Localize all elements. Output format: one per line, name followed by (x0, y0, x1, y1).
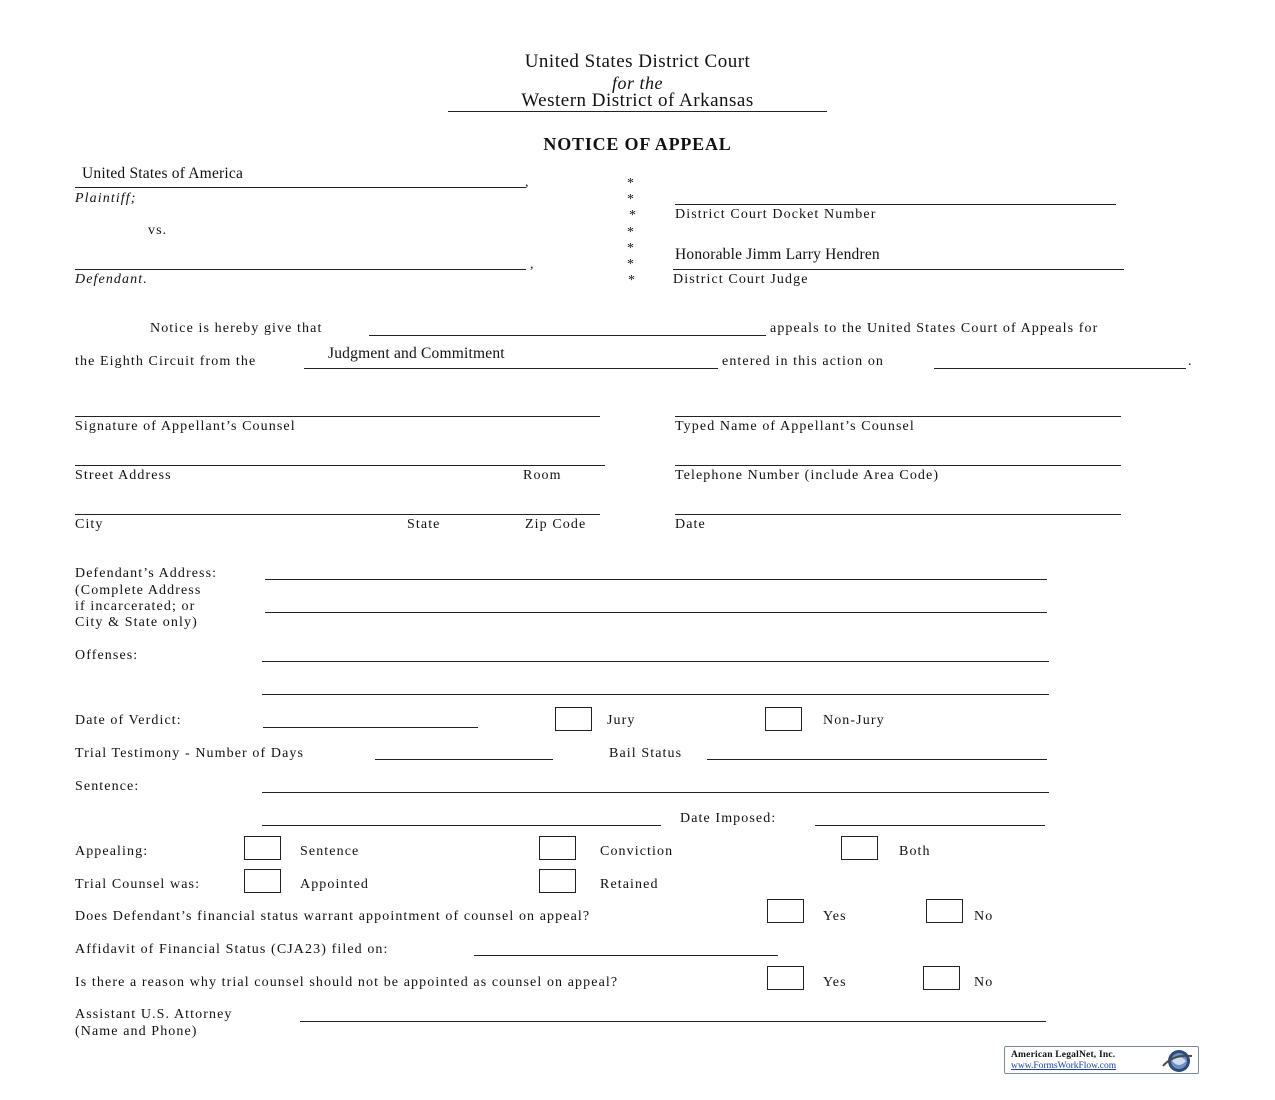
financial-no-checkbox[interactable] (926, 899, 963, 923)
docket-number-field[interactable] (675, 204, 1116, 205)
entered-date-field[interactable] (934, 368, 1186, 369)
defendant-address-hint-1: (Complete Address (75, 583, 202, 598)
financial-no-label: No (974, 909, 994, 924)
plaintiff-comma: , (525, 175, 530, 190)
defendant-address-field-1[interactable] (265, 579, 1047, 580)
trial-days-label: Trial Testimony - Number of Days (75, 746, 305, 761)
notice-line2-prefix: the Eighth Circuit from the (75, 354, 257, 369)
company-name: American LegalNet, Inc. (1011, 1050, 1116, 1060)
ausa-field[interactable] (300, 1021, 1046, 1022)
sentence-checkbox[interactable] (244, 836, 281, 860)
telephone-field[interactable] (675, 465, 1121, 466)
defendant-comma: , (530, 257, 535, 272)
company-url-link[interactable]: www.FormsWorkFlow.com (1011, 1061, 1117, 1071)
counsel-no-label: No (974, 975, 994, 990)
financial-yes-label: Yes (823, 909, 847, 924)
conviction-option-label: Conviction (600, 844, 674, 859)
signature-label: Signature of Appellant’s Counsel (75, 419, 296, 434)
financial-yes-checkbox[interactable] (767, 899, 804, 923)
trial-counsel-label: Trial Counsel was: (75, 877, 201, 892)
bail-status-field[interactable] (707, 759, 1047, 760)
telephone-label: Telephone Number (include Area Code) (675, 468, 940, 483)
verdict-date-label: Date of Verdict: (75, 713, 182, 728)
notice-line2-middle: entered in this action on (722, 354, 885, 369)
plaintiff-field[interactable] (75, 187, 526, 188)
appellant-name-field[interactable] (369, 335, 766, 336)
retained-checkbox[interactable] (539, 869, 576, 893)
affidavit-label: Affidavit of Financial Status (CJA23) filed on: (75, 942, 389, 957)
sentence-label: Sentence: (75, 779, 140, 794)
non-jury-checkbox[interactable] (765, 707, 802, 731)
state-label: State (407, 517, 441, 532)
separator-star-4: * (627, 225, 634, 240)
affidavit-date-field[interactable] (474, 955, 778, 956)
plaintiff-value: United States of America (82, 165, 244, 182)
trial-days-field[interactable] (375, 759, 553, 760)
zip-code-label: Zip Code (525, 517, 587, 532)
date-field[interactable] (675, 514, 1121, 515)
separator-star-5: * (627, 241, 634, 256)
conviction-checkbox[interactable] (539, 836, 576, 860)
offenses-label: Offenses: (75, 648, 139, 663)
city-label: City (75, 517, 104, 532)
date-label: Date (675, 517, 706, 532)
typed-name-field[interactable] (675, 416, 1121, 417)
notice-line1-suffix: appeals to the United States Court of Appeals for (770, 321, 1099, 336)
judge-value: Honorable Jimm Larry Hendren (675, 246, 880, 263)
counsel-yes-label: Yes (823, 975, 847, 990)
notice-line1-prefix: Notice is hereby give that (150, 321, 323, 336)
appointed-option-label: Appointed (300, 877, 370, 892)
both-option-label: Both (899, 844, 931, 859)
district-name: Western District of Arkansas (521, 90, 754, 111)
city-state-zip-field[interactable] (75, 514, 600, 515)
appealing-label: Appealing: (75, 844, 149, 859)
separator-star-2: * (627, 192, 634, 207)
offenses-field-1[interactable] (262, 661, 1049, 662)
bail-status-label: Bail Status (609, 746, 683, 761)
verdict-date-field[interactable] (263, 727, 478, 728)
notice-period: . (1188, 354, 1193, 369)
street-address-label: Street Address (75, 468, 172, 483)
defendant-address-hint-3: City & State only) (75, 615, 198, 630)
jury-checkbox[interactable] (555, 707, 592, 731)
docket-number-label: District Court Docket Number (675, 207, 877, 222)
jury-label: Jury (607, 713, 636, 728)
counsel-yes-checkbox[interactable] (767, 966, 804, 990)
non-jury-label: Non-Jury (823, 713, 885, 728)
signature-field[interactable] (75, 416, 600, 417)
both-checkbox[interactable] (841, 836, 878, 860)
defendant-address-field-2[interactable] (265, 612, 1047, 613)
separator-star-7: * (628, 273, 635, 288)
ausa-label: Assistant U.S. Attorney (75, 1007, 233, 1022)
judge-label: District Court Judge (673, 272, 809, 287)
separator-star-1: * (627, 176, 634, 191)
separator-star-3: * (629, 208, 636, 223)
date-imposed-field[interactable] (815, 825, 1045, 826)
footer-logo (1004, 1046, 1199, 1074)
counsel-no-checkbox[interactable] (923, 966, 960, 990)
judgment-field[interactable] (304, 368, 718, 369)
vs-text: vs. (148, 223, 168, 238)
for-the-text: for the (612, 73, 663, 93)
retained-option-label: Retained (600, 877, 659, 892)
sentence-field-1[interactable] (262, 792, 1049, 793)
street-address-field[interactable] (75, 465, 605, 466)
judgment-value: Judgment and Commitment (328, 345, 505, 362)
plaintiff-label: Plaintiff; (75, 191, 137, 206)
defendant-address-label: Defendant’s Address: (75, 566, 218, 581)
separator-star-6: * (627, 257, 634, 272)
defendant-address-hint-2: if incarcerated; or (75, 599, 196, 614)
appointed-checkbox[interactable] (244, 869, 281, 893)
court-name: United States District Court (524, 51, 751, 72)
header-underline (448, 111, 827, 112)
judge-field[interactable] (673, 269, 1124, 270)
defendant-field[interactable] (75, 269, 526, 270)
globe-icon (1159, 1048, 1195, 1074)
defendant-label: Defendant. (75, 272, 148, 287)
date-imposed-label: Date Imposed: (680, 811, 777, 826)
ausa-hint: (Name and Phone) (75, 1024, 198, 1039)
sentence-option-label: Sentence (300, 844, 360, 859)
typed-name-label: Typed Name of Appellant’s Counsel (675, 419, 915, 434)
page-title: NOTICE OF APPEAL (543, 134, 732, 154)
financial-status-question: Does Defendant’s financial status warrant appointment of counsel on appeal? (75, 909, 591, 924)
trial-counsel-question: Is there a reason why trial counsel should not be appointed as counsel on appeal? (75, 975, 619, 990)
sentence-field-2[interactable] (262, 825, 661, 826)
offenses-field-2[interactable] (262, 694, 1049, 695)
room-label: Room (523, 468, 562, 483)
